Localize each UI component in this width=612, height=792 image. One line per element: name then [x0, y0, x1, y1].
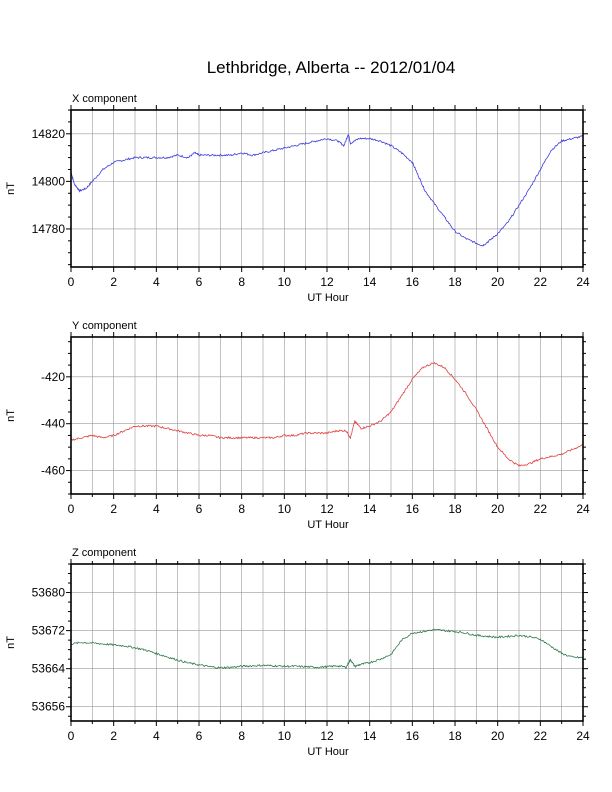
x-tick-label: 22 — [533, 275, 548, 289]
y-tick-label: 14800 — [31, 174, 65, 189]
x-tick-label: 6 — [195, 729, 203, 743]
x-tick-label: 24 — [576, 729, 590, 743]
x-tick-label: 14 — [362, 502, 377, 516]
y-tick-label: -440 — [40, 416, 65, 431]
x-tick-label: 12 — [320, 275, 334, 289]
panel-title: X component — [72, 93, 137, 105]
x-tick-label: 8 — [238, 502, 246, 516]
x-tick-label: 18 — [448, 502, 462, 516]
x-tick-label: 2 — [110, 729, 118, 743]
x-tick-label: 10 — [277, 502, 292, 516]
x-tick-label: 10 — [277, 275, 292, 289]
page-title: Lethbridge, Alberta -- 2012/01/04 — [206, 58, 456, 77]
y-axis-label: nT — [5, 409, 17, 422]
x-tick-label: 2 — [110, 275, 118, 289]
x-tick-label: 20 — [490, 502, 505, 516]
x-tick-label: 12 — [320, 729, 334, 743]
y-tick-label: 53672 — [31, 623, 65, 638]
panel-title: Y component — [72, 320, 137, 332]
x-tick-label: 22 — [533, 502, 548, 516]
y-tick-label: 53656 — [31, 699, 65, 714]
y-tick-label: -460 — [40, 463, 65, 478]
x-tick-label: 24 — [576, 502, 590, 516]
x-tick-label: 6 — [195, 275, 203, 289]
x-tick-label: 14 — [362, 729, 377, 743]
y-axis-label: nT — [5, 636, 17, 649]
y-tick-label: 53664 — [31, 661, 65, 676]
y-tick-label: 14820 — [31, 126, 65, 141]
x-tick-label: 6 — [195, 502, 203, 516]
x-tick-label: 22 — [533, 729, 548, 743]
y-tick-label: 14780 — [31, 221, 65, 236]
x-tick-label: 8 — [238, 729, 246, 743]
y-tick-label: -420 — [40, 369, 65, 384]
x-axis-label: UT Hour — [307, 746, 349, 758]
x-tick-label: 16 — [405, 275, 420, 289]
x-tick-label: 4 — [152, 275, 160, 289]
chart-panel-2 — [5, 320, 590, 531]
x-axis-label: UT Hour — [307, 519, 349, 531]
y-axis-label: nT — [5, 182, 17, 195]
x-tick-label: 20 — [490, 275, 505, 289]
chart-panel-1 — [5, 93, 590, 304]
x-tick-label: 0 — [67, 729, 75, 743]
x-tick-label: 0 — [67, 502, 75, 516]
x-tick-label: 0 — [67, 275, 75, 289]
x-tick-label: 10 — [277, 729, 292, 743]
x-tick-label: 18 — [448, 275, 462, 289]
x-tick-label: 8 — [238, 275, 246, 289]
x-axis-label: UT Hour — [307, 292, 349, 304]
x-tick-label: 24 — [576, 275, 590, 289]
x-tick-label: 12 — [320, 502, 334, 516]
chart-panel-3 — [5, 547, 590, 758]
panel-title: Z component — [72, 547, 137, 559]
x-tick-label: 18 — [448, 729, 462, 743]
x-tick-label: 4 — [152, 502, 160, 516]
x-tick-label: 16 — [405, 729, 420, 743]
y-tick-label: 53680 — [31, 585, 65, 600]
x-tick-label: 20 — [490, 729, 505, 743]
x-tick-label: 16 — [405, 502, 420, 516]
x-tick-label: 14 — [362, 275, 377, 289]
x-tick-label: 4 — [152, 729, 160, 743]
x-tick-label: 2 — [110, 502, 118, 516]
